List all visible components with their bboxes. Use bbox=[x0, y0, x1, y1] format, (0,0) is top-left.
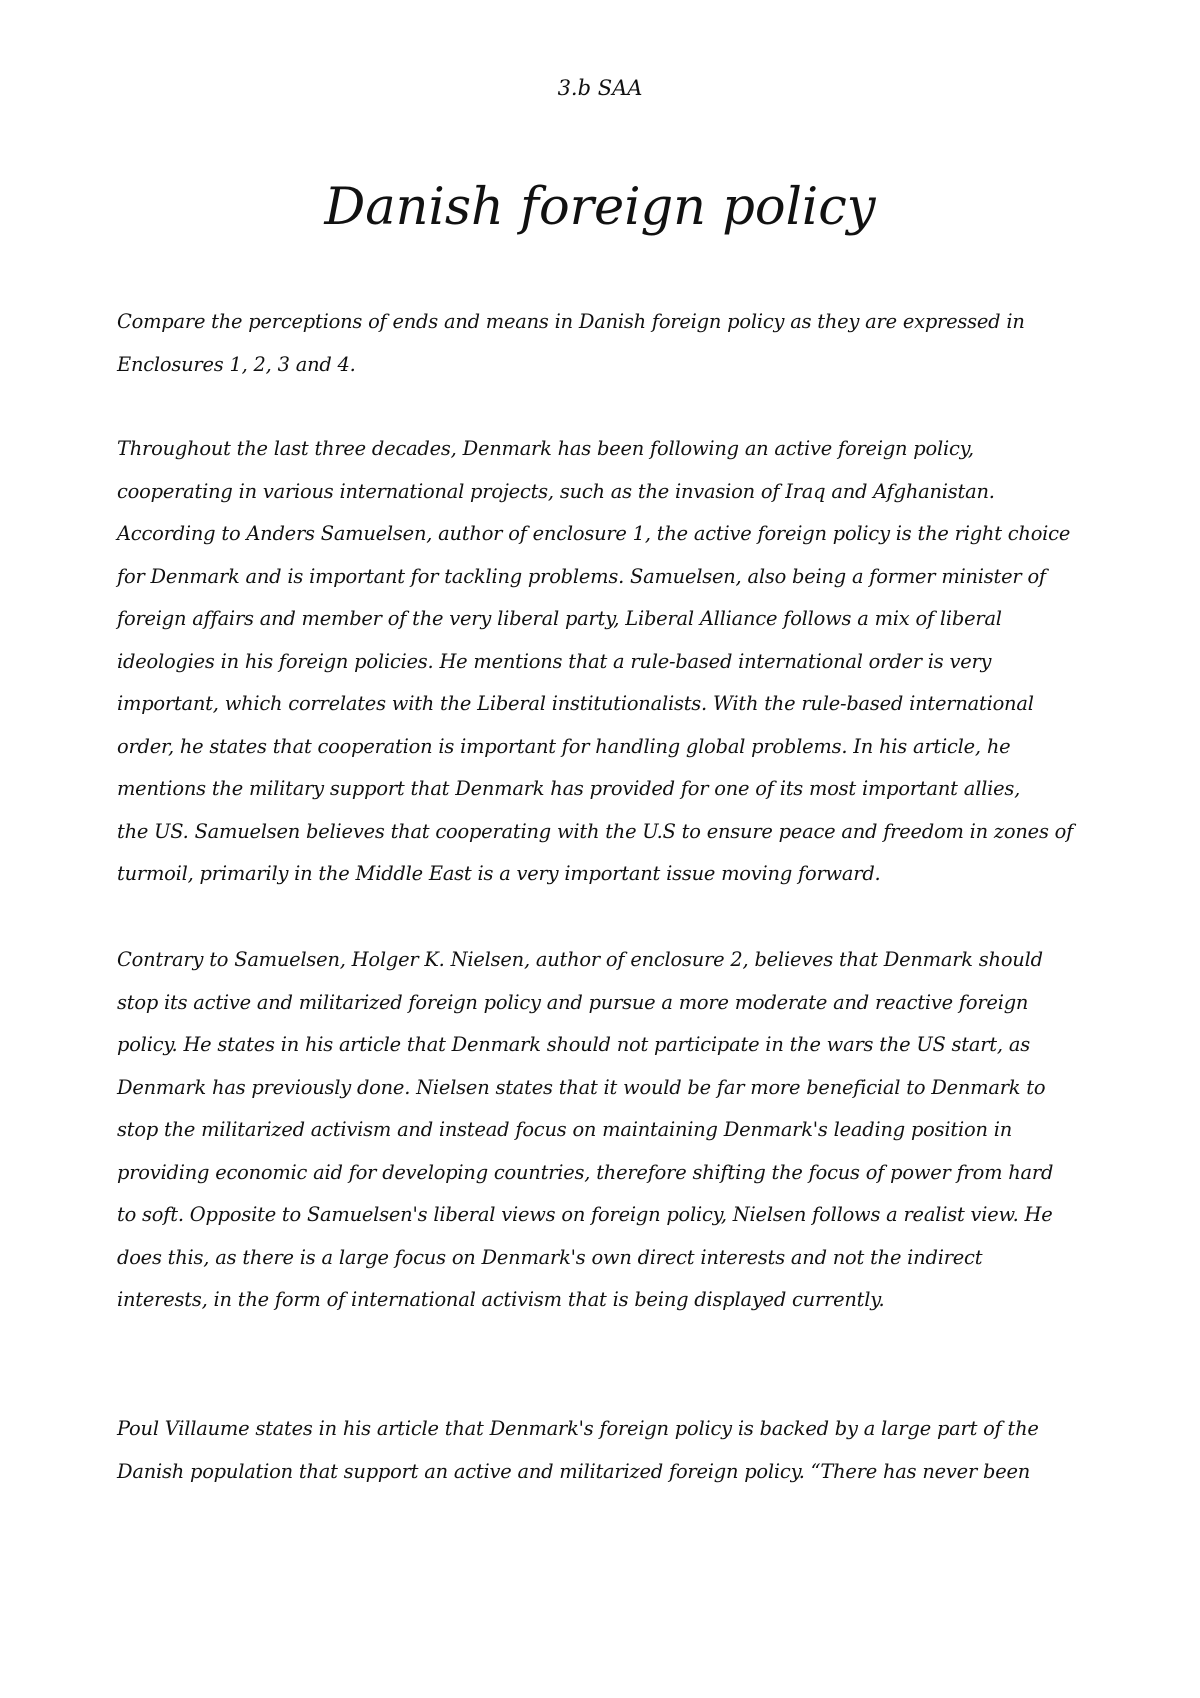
text-line: to soft. Opposite to Samuelsen's liberal views on foreign policy, Nielsen follows a realist view. He bbox=[117, 1203, 1053, 1226]
text-line: Denmark has previously done. Nielsen states that it would be far more beneficial to Denmark to bbox=[117, 1075, 1046, 1099]
text-line: does this, as there is a large focus on Denmark's own direct interests and not the indirect bbox=[117, 1245, 983, 1269]
text-line: stop its active and militarized foreign policy and pursue a more moderate and reactive foreign bbox=[117, 990, 1029, 1014]
text-line: Contrary to Samuelsen, Holger K. Nielsen, author of enclosure 2, believes that Denmark should bbox=[117, 948, 1043, 971]
text-line: policy. He states in his article that Denmark should not participate in the wars the US start, as bbox=[117, 1033, 1030, 1056]
page-header: 3.b SAA bbox=[557, 76, 643, 100]
text-line: interests, in the form of international activism that is being displayed currently. bbox=[117, 1288, 885, 1311]
paragraph-villaume bbox=[117, 1408, 1107, 1493]
text-line: Enclosures 1, 2, 3 and 4. bbox=[117, 352, 356, 376]
text-line: cooperating in various international projects, such as the invasion of Iraq and Afghanistan. bbox=[117, 479, 995, 503]
text-line: Compare the perceptions of ends and means in Danish foreign policy as they are expressed in bbox=[117, 310, 1025, 333]
text-line: turmoil, primarily in the Middle East is a very important issue moving forward. bbox=[117, 862, 881, 885]
text-line: providing economic aid for developing countries, therefore shifting the focus of power from hard bbox=[117, 1160, 1054, 1184]
document-title: Danish foreign policy bbox=[324, 178, 876, 237]
paragraph-samuelsen bbox=[117, 428, 1107, 896]
text-line: According to Anders Samuelsen, author of enclosure 1, the active foreign policy is the right choice bbox=[117, 522, 1071, 545]
text-line: the US. Samuelsen believes that cooperating with the U.S to ensure peace and freedom in zones of bbox=[117, 819, 1074, 843]
assignment-prompt bbox=[117, 301, 1107, 386]
text-line: ideologies in his foreign policies. He mentions that a rule-based international order is very bbox=[117, 649, 992, 673]
text-line: stop the militarized activism and instead focus on maintaining Denmark's leading position in bbox=[117, 1118, 1013, 1141]
text-line: Poul Villaume states in his article that Denmark's foreign policy is backed by a large part of the bbox=[117, 1417, 1039, 1440]
text-line: foreign affairs and member of the very liberal party, Liberal Alliance follows a mix of liberal bbox=[117, 607, 1002, 630]
text-line: for Denmark and is important for tackling problems. Samuelsen, also being a former minister of bbox=[117, 564, 1046, 588]
text-line: order, he states that cooperation is important for handling global problems. In his article, he bbox=[117, 734, 1011, 758]
text-line: important, which correlates with the Liberal institutionalists. With the rule-based international bbox=[117, 692, 1034, 715]
text-line: mentions the military support that Denmark has provided for one of its most important allies, bbox=[117, 777, 1021, 800]
paragraph-nielsen bbox=[117, 939, 1107, 1322]
text-line: Throughout the last three decades, Denmark has been following an active foreign policy, bbox=[117, 437, 974, 460]
text-line: Danish population that support an active and militarized foreign policy. “There has never been bbox=[117, 1459, 1031, 1483]
